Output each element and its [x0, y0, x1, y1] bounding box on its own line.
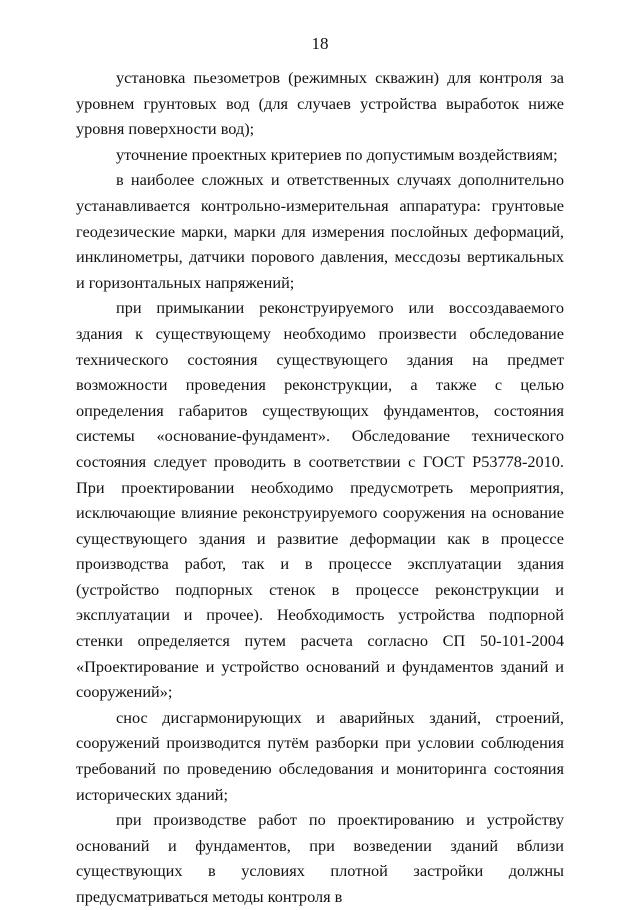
paragraph-instrumentation: в наиболее сложных и ответственных случаях дополнительно устанавливается контрольно-измерительная аппаратура: грунтовые геодезические марки, марки для измерения послойных деформаций, инклинометры, датчики порового давления, мессдозы вертикальных и горизонтальных напряжений;	[76, 170, 564, 292]
paragraph-demolition: снос дисгармонирующих и аварийных зданий, строений, сооружений производится путём разборки при условии соблюдения требований по проведению обследования и мониторинга состояния исторических зданий;	[76, 707, 564, 804]
body-text	[76, 65, 564, 910]
paragraph-design-criteria: уточнение проектных критериев по допустимым воздействиям;	[116, 144, 558, 164]
paragraph-foundations-control: при производстве работ по проектированию и устройству оснований и фундаментов, при возведении зданий вблизи существующих в условиях плотной застройки должны предусматриваться методы контроля в	[76, 810, 564, 906]
paragraph-piezometers: установка пьезометров (режимных скважин) для контроля за уровнем грунтовых вод (для случаев устройства выработок ниже уровня поверхности вод);	[76, 68, 564, 139]
paragraph-adjacent-building: при примыкании реконструируемого или воссоздаваемого здания к существующему необходимо произвести обследование технического состояния существующего здания на предмет возможности проведения реконструкции, а также с целью определения габаритов существующих фундаментов, состояния системы «основание-фундамент». Обследование технического состояния следует проводить в соответствии с ГОСТ Р53778-2010. При проектировании необходимо предусмотреть мероприятия, исключающие влияние реконструируемого сооружения на основание существующего здания и развитие деформации как в процессе производства работ, так и в процессе эксплуатации здания (устройство подпорных стенок в процессе реконструкции и эксплуатации и прочее). Необходимость устройства подпорной стенки определяется путем расчета согласно СП 50-101-2004 «Проектирование и устройство оснований и фундаментов зданий и сооружений»;	[76, 298, 564, 702]
page-number: 18	[311, 34, 329, 53]
